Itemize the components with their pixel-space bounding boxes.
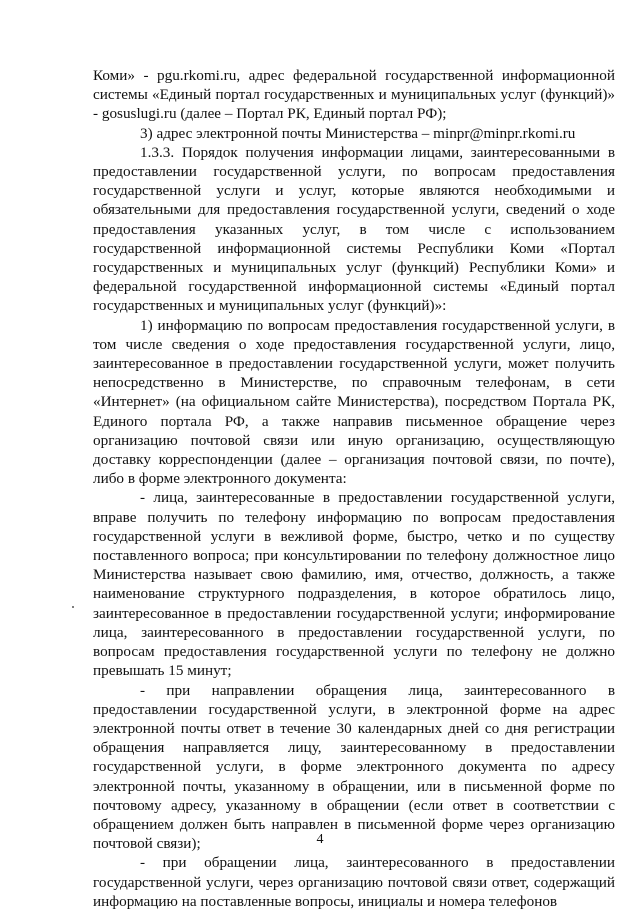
scan-speck (72, 606, 74, 608)
page-number: 4 (316, 832, 324, 847)
paragraph-postal-request: - при обращении лица, заинтересованного в предоставлении государственной услуги, через организацию почтовой связи ответ, содержащий информацию на поставленные вопросы, инициалы и номера телефонов (93, 854, 615, 910)
paragraph-electronic-request: - при направлении обращения лица, заинтересованного в предоставлении государственной услуги, в электронной форме на адрес электронной почты ответ в течение 30 календарных дней со дня регистрации обращения направляется лицу, заинтересованному в предоставлении государственной услуги, в форме электронного документа по адресу электронной почты, указанному в обращении, или в письменной форме по почтовому адресу, указанному в обращении (если ответ в соответствии с обращением должен быть направлен в письменной форме через организацию почтовой связи); (93, 681, 615, 853)
paragraph-item-1: 1) информацию по вопросам предоставления государственной услуги, в том числе сведения о ходе предоставления государственной услуги, лицо, заинтересованное в предоставлении государственной услуги, может получить непосредственно в Министерстве, по справочным телефонам, в сети «Интернет» (на официальном сайте Министерства), посредством Портала РК, Единого портала РФ, а также направив письменное обращение через организацию почтовой связи или иную организацию, осуществляющую доставку корреспонденции (далее – организация почтовой связи, по почте), либо в форме электронного документа: (93, 316, 615, 488)
paragraph-phone-consultation: - лица, заинтересованные в предоставлении государственной услуги, вправе получить по телефону информацию по вопросам предоставления государственной услуги в вежливой форме, быстро, четко и по существу поставленного вопроса; при консультировании по телефону должностное лицо Министерства называет свою фамилию, имя, отчество, должность, а также наименование структурного подразделения, в которое обратилось лицо, заинтересованное в предоставлении государственной услуги; информирование лица, заинтересованного в предоставлении государственной услуги, по вопросам предоставления государственной услуги по телефону не должно превышать 15 минут; (93, 489, 615, 680)
paragraph-portals: Коми» - pgu.rkomi.ru, адрес федеральной государственной информационной системы «Единый портал государственных и муниципальных услуг (функций)» - gosuslugi.ru (далее – Портал РК, Единый портал РФ); (93, 67, 615, 123)
paragraph-ministry-email: 3) адрес электронной почты Министерства – minpr@minpr.rkomi.ru (140, 124, 576, 142)
paragraph-section-1-3-3: 1.3.3. Порядок получения информации лицами, заинтересованными в предоставлении государственной услуги, по вопросам предоставления государственной услуги и услуг, которые являются необходимыми и обязательными для предоставления государственной услуги, сведений о ходе предоставления указанных услуг, в том числе с использованием государственной информационной системы Республики Коми «Портал государственных и муниципальных услуг (функций) Республики Коми» и федеральной государственной информационной системы «Единый портал государственных и муниципальных услуг (функций)»: (93, 143, 615, 315)
document-body (93, 66, 615, 911)
